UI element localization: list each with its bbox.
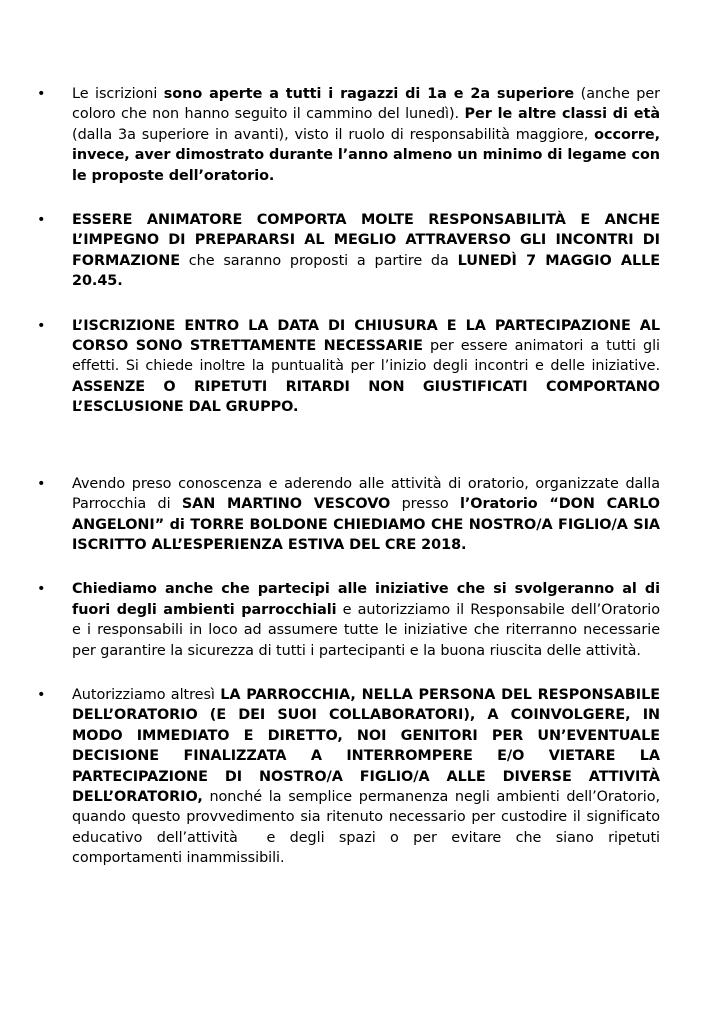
bullet-autorizziamo-altresi	[0, 685, 721, 869]
paragraph-spacer	[0, 661, 721, 685]
bullet-essere-animatore	[0, 210, 721, 292]
bullet-marker-icon: •	[37, 317, 46, 334]
bullet-text: L’ISCRIZIONE ENTRO LA DATA DI CHIUSURA E LA PARTECIPAZIONE AL CORSO SONO STRETTAMENTE NECESSARIE per essere animatori a tutti gli effetti. Si chiede inoltre la puntualità per l’inizio degli incontri e delle iniziative. ASSENZE O RIPETUTI RITARDI NON GIUSTIFICATI COMPORTANO L’ESCLUSIONE DAL GRUPPO.	[72, 317, 660, 416]
bullet-text: Autorizziamo altresì LA PARROCCHIA, NELLA PERSONA DEL RESPONSABILE DELL’ORATORIO (E DEI SUOI COLLABORATORI), A COINVOLGERE, IN MODO IMMEDIATO E DIRETTO, NOI GENITORI PER UN’EVENTUALE DECISIONE FINALIZZATA A INTERROMPERE E/O VIETARE LA PARTECIPAZIONE DI NOSTRO/A FIGLIO/A ALLE DIVERSE ATTIVITÀ DELL’ORATORIO, nonché la semplice permanenza negli ambienti dell’Oratorio, quando questo provvedimento sia ritenuto necessario per custodire il significato educativo dell’attività e degli spazi o per evitare che siano ripetuti comportamenti inammissibili.	[72, 686, 660, 867]
bullet-chiediamo-anche	[0, 579, 721, 661]
bullet-text: Chiediamo anche che partecipi alle iniziative che si svolgeranno al di fuori degli ambienti parrocchiali e autorizziamo il Responsabile dell’Oratorio e i responsabili in loco ad assumere tutte le iniziative che riterranno necessarie per garantire la sicurezza di tutti i partecipanti e la buona riuscita delle attività.	[72, 581, 660, 659]
bullet-iscrizione-entro-data	[0, 316, 721, 418]
paragraph-spacer	[0, 418, 721, 474]
bullet-marker-icon: •	[37, 686, 46, 703]
bullet-avendo-preso-conoscenza	[0, 474, 721, 556]
bullet-list	[0, 84, 721, 890]
bullet-marker-icon: •	[37, 212, 46, 229]
bullet-text: Avendo preso conoscenza e aderendo alle attività di oratorio, organizzate dalla Parrocchia di SAN MARTINO VESCOVO presso l’Oratorio “DON CARLO ANGELONI” di TORRE BOLDONE CHIEDIAMO CHE NOSTRO/A FIGLIO/A SIA ISCRITTO ALL’ESPERIENZA ESTIVA DEL CRE 2018.	[72, 475, 660, 553]
bullet-text: Le iscrizioni sono aperte a tutti i ragazzi di 1a e 2a superiore (anche per coloro che non hanno seguito il cammino del lunedì). Per le altre classi di età (dalla 3a superiore in avanti), visto il ruolo di responsabilità maggiore, occorre, invece, aver dimostrato durante l’anno almeno un minimo di legame con le proposte dell’oratorio.	[72, 86, 661, 184]
paragraph-spacer	[0, 555, 721, 579]
bullet-marker-icon: •	[37, 475, 46, 492]
bullet-text: ESSERE ANIMATORE COMPORTA MOLTE RESPONSABILITÀ E ANCHE L’IMPEGNO DI PREPARARSI AL MEGLIO ATTRAVERSO GLI INCONTRI DI FORMAZIONE che saranno proposti a partire da LUNEDÌ 7 MAGGIO ALLE 20.45.	[72, 212, 660, 290]
bullet-marker-icon: •	[37, 581, 46, 598]
paragraph-spacer	[0, 869, 721, 890]
bullet-marker-icon: •	[37, 86, 46, 102]
bullet-iscrizioni	[0, 84, 721, 186]
paragraph-spacer	[0, 186, 721, 210]
paragraph-spacer	[0, 292, 721, 316]
